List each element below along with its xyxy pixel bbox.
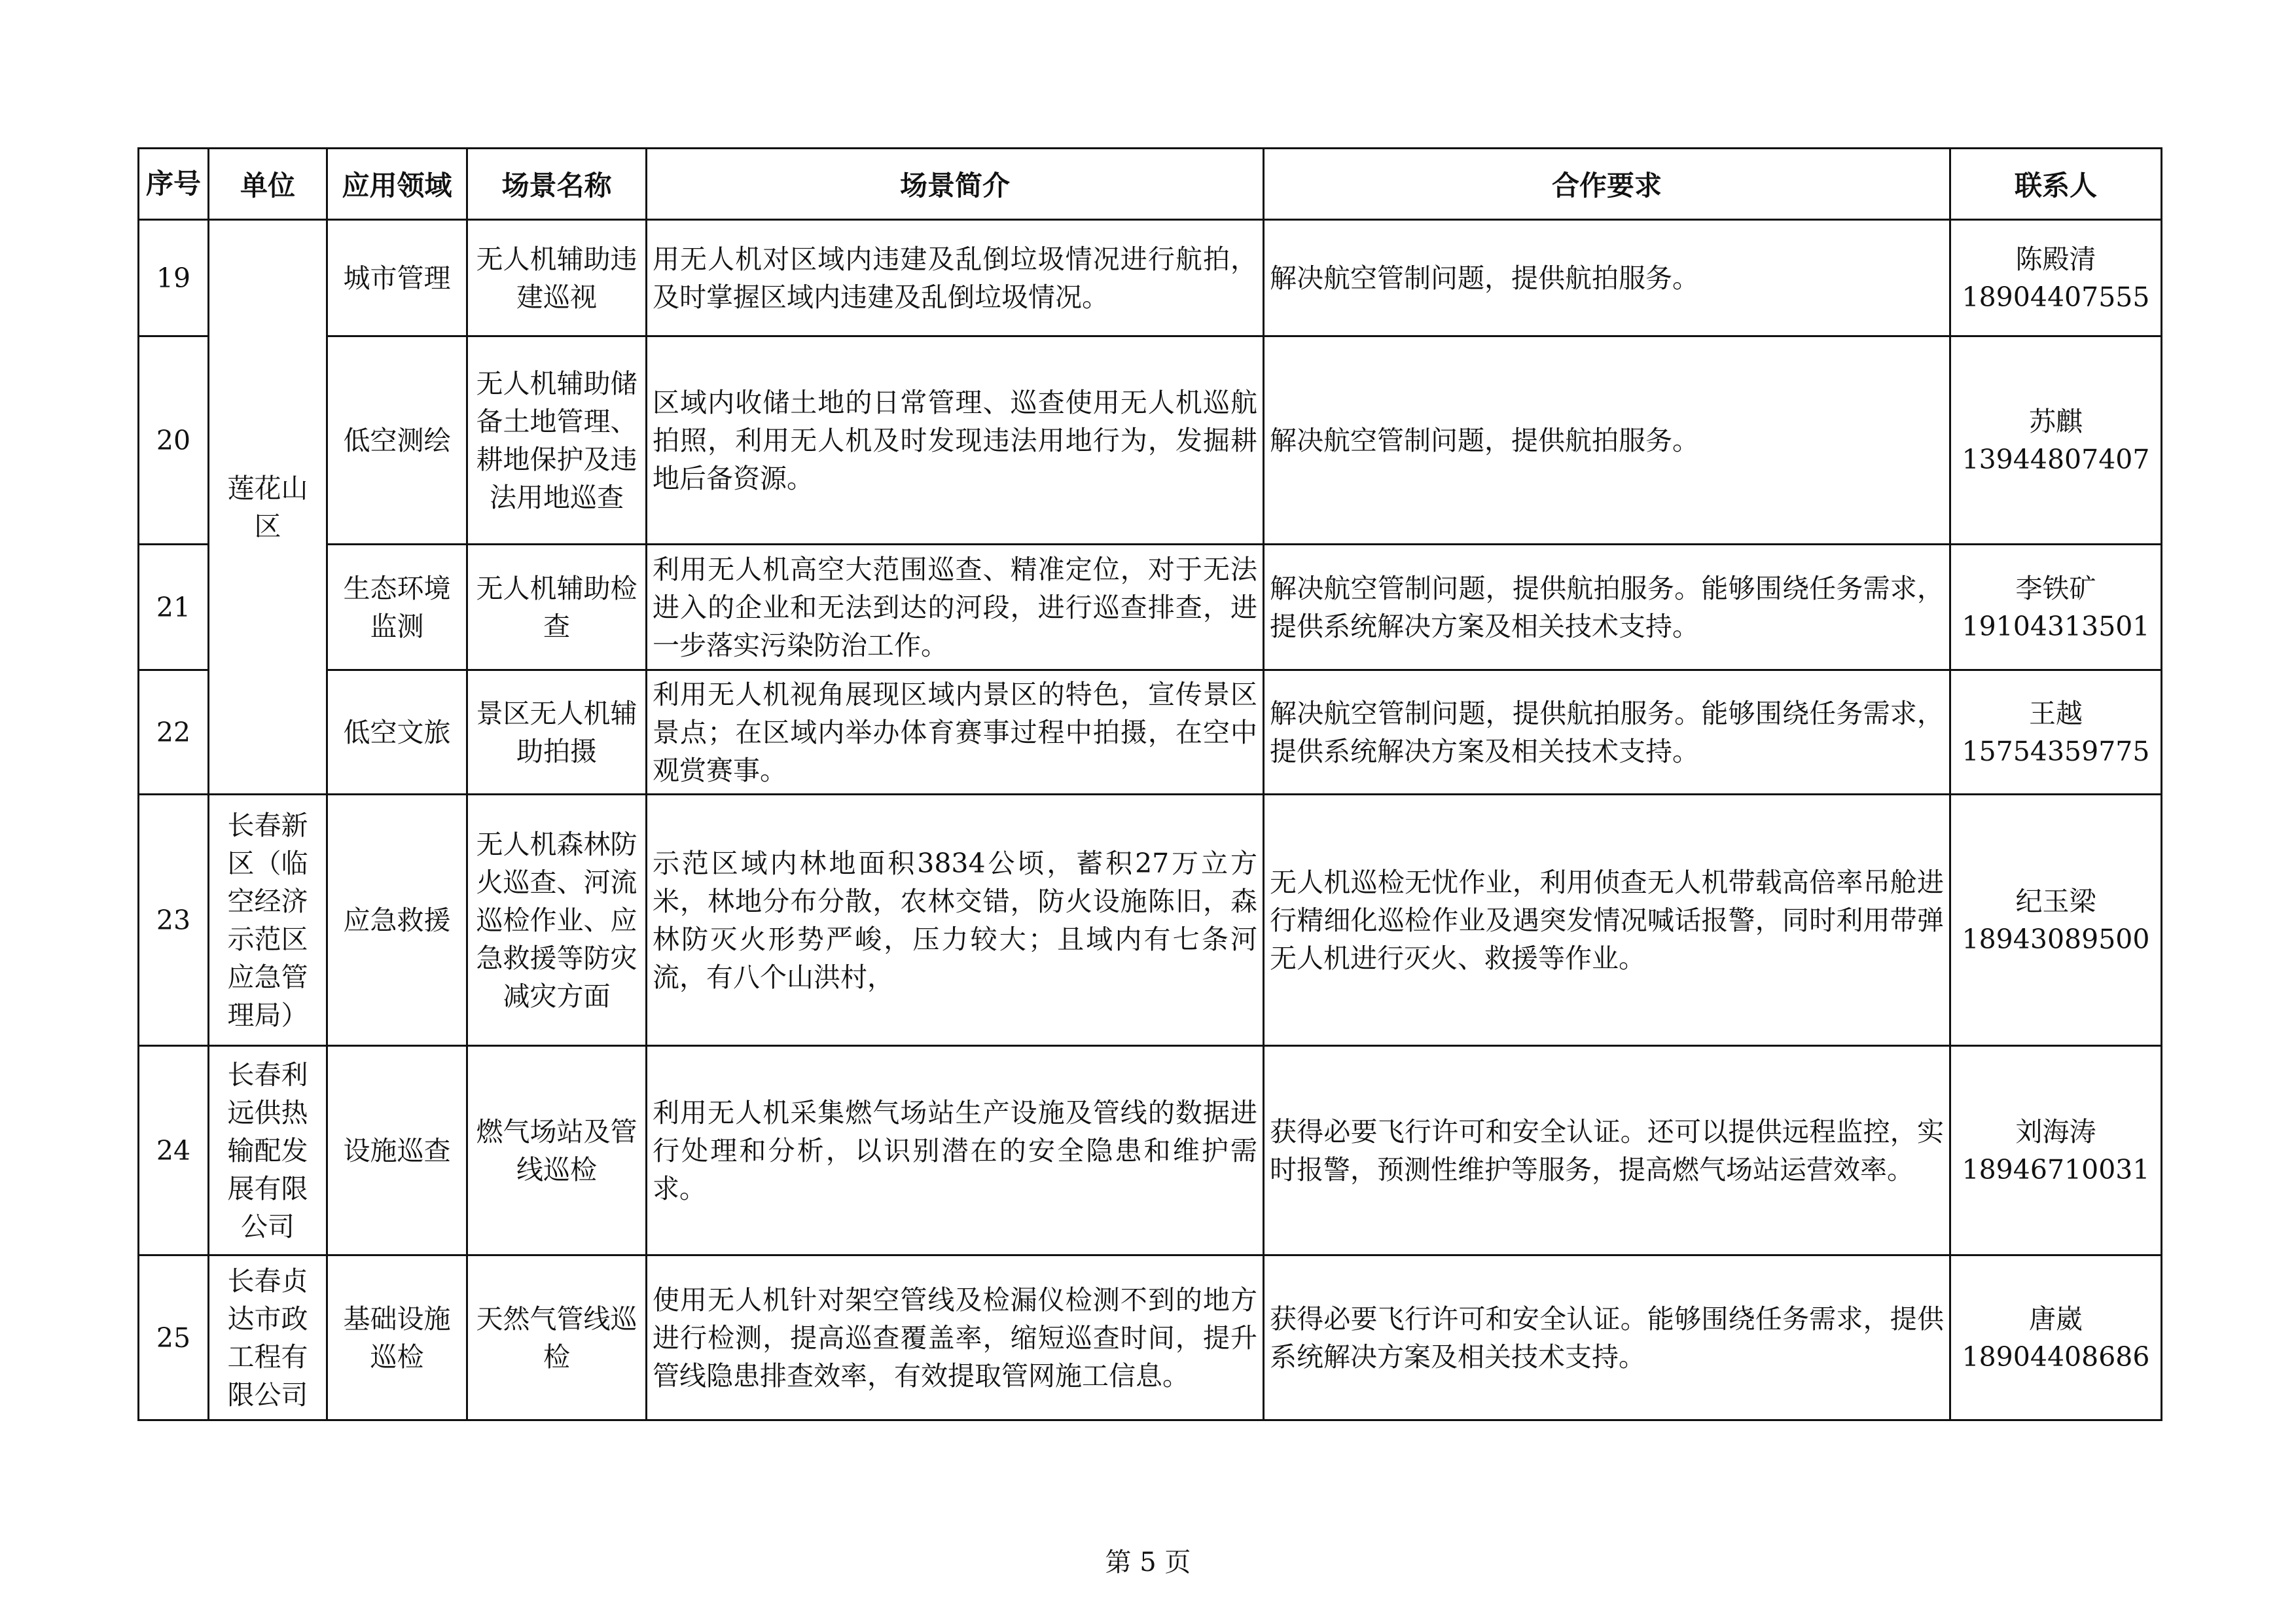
row-contact [1950,220,2162,336]
row-requirement: 无人机巡检无忧作业，利用侦查无人机带载高倍率吊舱进行精细化巡检作业及遇突发情况喊话报警，同时利用带弹无人机进行灭火、救援等作业。 [1264,795,1950,1046]
row-unit: 长春新区（临空经济示范区应急管理局） [209,795,327,1046]
row-field: 基础设施巡检 [327,1255,467,1420]
row-contact [1950,670,2162,795]
row-field: 设施巡查 [327,1046,467,1255]
row-seq: 20 [139,336,209,545]
table-row [139,545,2162,670]
row-field: 低空测绘 [327,336,467,545]
row-contact [1950,545,2162,670]
row-scene-desc: 利用无人机高空大范围巡查、精准定位，对于无法进入的企业和无法到达的河段，进行巡查排查，进一步落实污染防治工作。 [647,545,1264,670]
row-requirement: 解决航空管制问题，提供航拍服务。能够围绕任务需求，提供系统解决方案及相关技术支持。 [1264,545,1950,670]
header-requirement: 合作要求 [1264,149,1950,220]
table-row [139,1046,2162,1255]
header-contact: 联系人 [1950,149,2162,220]
table-row [139,1255,2162,1420]
row-requirement: 获得必要飞行许可和安全认证。能够围绕任务需求，提供系统解决方案及相关技术支持。 [1264,1255,1950,1420]
row-scene-desc: 用无人机对区域内违建及乱倒垃圾情况进行航拍，及时掌握区域内违建及乱倒垃圾情况。 [647,220,1264,336]
header-scene-name: 场景名称 [467,149,647,220]
table-row [139,670,2162,795]
row-scene-name: 天然气管线巡检 [467,1255,647,1420]
row-unit: 长春贞达市政工程有限公司 [209,1255,327,1420]
contact-name: 李铁矿 [2015,572,2096,604]
row-seq: 22 [139,670,209,795]
contact-phone: 18943089500 [1962,923,2150,955]
row-seq: 25 [139,1255,209,1420]
contact-phone: 18904408686 [1962,1341,2150,1373]
row-scene-name: 无人机辅助储备土地管理、耕地保护及违法用地巡查 [467,336,647,545]
scenario-table [137,147,2162,1421]
row-contact [1950,336,2162,545]
row-requirement: 解决航空管制问题，提供航拍服务。能够围绕任务需求，提供系统解决方案及相关技术支持。 [1264,670,1950,795]
row-scene-name: 无人机辅助检查 [467,545,647,670]
row-field: 低空文旅 [327,670,467,795]
row-unit-merged: 莲花山区 [209,220,327,795]
row-requirement: 解决航空管制问题，提供航拍服务。 [1264,220,1950,336]
table-row [139,336,2162,545]
row-contact [1950,1046,2162,1255]
contact-name: 唐崴 [2029,1303,2083,1335]
contact-phone: 18946710031 [1962,1153,2150,1185]
header-unit: 单位 [209,149,327,220]
row-scene-name: 景区无人机辅助拍摄 [467,670,647,795]
contact-name: 苏麒 [2029,405,2083,437]
row-requirement: 解决航空管制问题，提供航拍服务。 [1264,336,1950,545]
table-row [139,220,2162,336]
contact-name: 王越 [2029,697,2083,729]
row-scene-name: 无人机森林防火巡查、河流巡检作业、应急救援等防灾减灾方面 [467,795,647,1046]
row-seq: 24 [139,1046,209,1255]
header-scene-desc: 场景简介 [647,149,1264,220]
contact-name: 陈殿清 [2015,243,2096,275]
row-contact [1950,795,2162,1046]
contact-phone: 15754359775 [1962,735,2150,767]
row-scene-desc: 示范区域内林地面积3834公顷，蓄积27万立方米，林地分布分散，农林交错，防火设施陈旧，森林防灭火形势严峻，压力较大；且域内有七条河流，有八个山洪村， [647,795,1264,1046]
page-number: 第 5 页 [1105,1547,1191,1578]
row-seq: 19 [139,220,209,336]
contact-name: 刘海涛 [2015,1115,2096,1147]
row-unit: 长春利远供热输配发展有限公司 [209,1046,327,1255]
row-scene-desc: 区域内收储土地的日常管理、巡查使用无人机巡航拍照，利用无人机及时发现违法用地行为，发掘耕地后备资源。 [647,336,1264,545]
row-scene-name: 无人机辅助违建巡视 [467,220,647,336]
row-scene-desc: 利用无人机视角展现区域内景区的特色，宣传景区景点；在区域内举办体育赛事过程中拍摄，在空中观赏赛事。 [647,670,1264,795]
row-scene-desc: 使用无人机针对架空管线及检漏仪检测不到的地方进行检测，提高巡查覆盖率，缩短巡查时间，提升管线隐患排查效率，有效提取管网施工信息。 [647,1255,1264,1420]
header-seq: 序号 [139,149,209,220]
contact-phone: 18904407555 [1962,281,2150,313]
row-contact [1950,1255,2162,1420]
contact-phone: 13944807407 [1962,443,2150,475]
row-field: 生态环境监测 [327,545,467,670]
row-field: 城市管理 [327,220,467,336]
table-row [139,795,2162,1046]
header-field: 应用领域 [327,149,467,220]
row-seq: 23 [139,795,209,1046]
contact-name: 纪玉梁 [2015,885,2096,917]
row-scene-desc: 利用无人机采集燃气场站生产设施及管线的数据进行处理和分析，以识别潜在的安全隐患和维护需求。 [647,1046,1264,1255]
row-field: 应急救援 [327,795,467,1046]
row-scene-name: 燃气场站及管线巡检 [467,1046,647,1255]
row-seq: 21 [139,545,209,670]
table-header-row [139,149,2162,220]
row-requirement: 获得必要飞行许可和安全认证。还可以提供远程监控，实时报警，预测性维护等服务，提高燃气场站运营效率。 [1264,1046,1950,1255]
contact-phone: 19104313501 [1962,610,2150,642]
